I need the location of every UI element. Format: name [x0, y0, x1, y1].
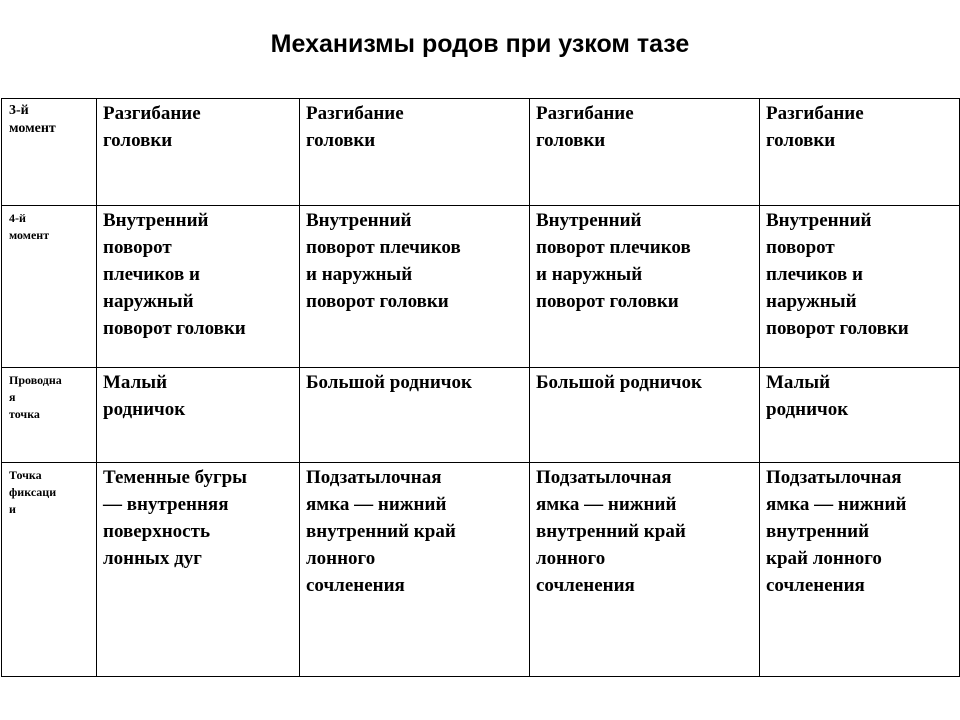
table-cell: Малый родничок: [97, 368, 300, 463]
table-cell: Большой родничок: [300, 368, 530, 463]
slide-title: Механизмы родов при узком тазе: [270, 30, 690, 58]
table-cell: Внутренний поворот плечиков и наружный поворот головки: [300, 206, 530, 368]
table-row: [2, 463, 960, 677]
table-row: [2, 99, 960, 206]
row-header: 3-й момент: [2, 99, 97, 206]
row-header: Точка фиксаци и: [2, 463, 97, 677]
table-cell: Разгибание головки: [300, 99, 530, 206]
table-cell: Теменные бугры — внутренняя поверхность лонных дуг: [97, 463, 300, 677]
row-header: Проводна я точка: [2, 368, 97, 463]
table-cell: Разгибание головки: [97, 99, 300, 206]
table-cell: Разгибание головки: [760, 99, 960, 206]
table-cell: Внутренний поворот плечиков и наружный поворот головки: [530, 206, 760, 368]
table-row: [2, 206, 960, 368]
table-cell: Подзатылочная ямка — нижний внутренний край лонного сочленения: [300, 463, 530, 677]
row-header: 4-й момент: [2, 206, 97, 368]
table-cell: Разгибание головки: [530, 99, 760, 206]
table-cell: Внутренний поворот плечиков и наружный поворот головки: [97, 206, 300, 368]
birth-mechanism-table: [1, 98, 960, 677]
table-row: [2, 368, 960, 463]
table-cell: Подзатылочная ямка — нижний внутренний край лонного сочленения: [760, 463, 960, 677]
table-cell: Малый родничок: [760, 368, 960, 463]
table-cell: Внутренний поворот плечиков и наружный поворот головки: [760, 206, 960, 368]
table-cell: Подзатылочная ямка — нижний внутренний край лонного сочленения: [530, 463, 760, 677]
table-cell: Большой родничок: [530, 368, 760, 463]
